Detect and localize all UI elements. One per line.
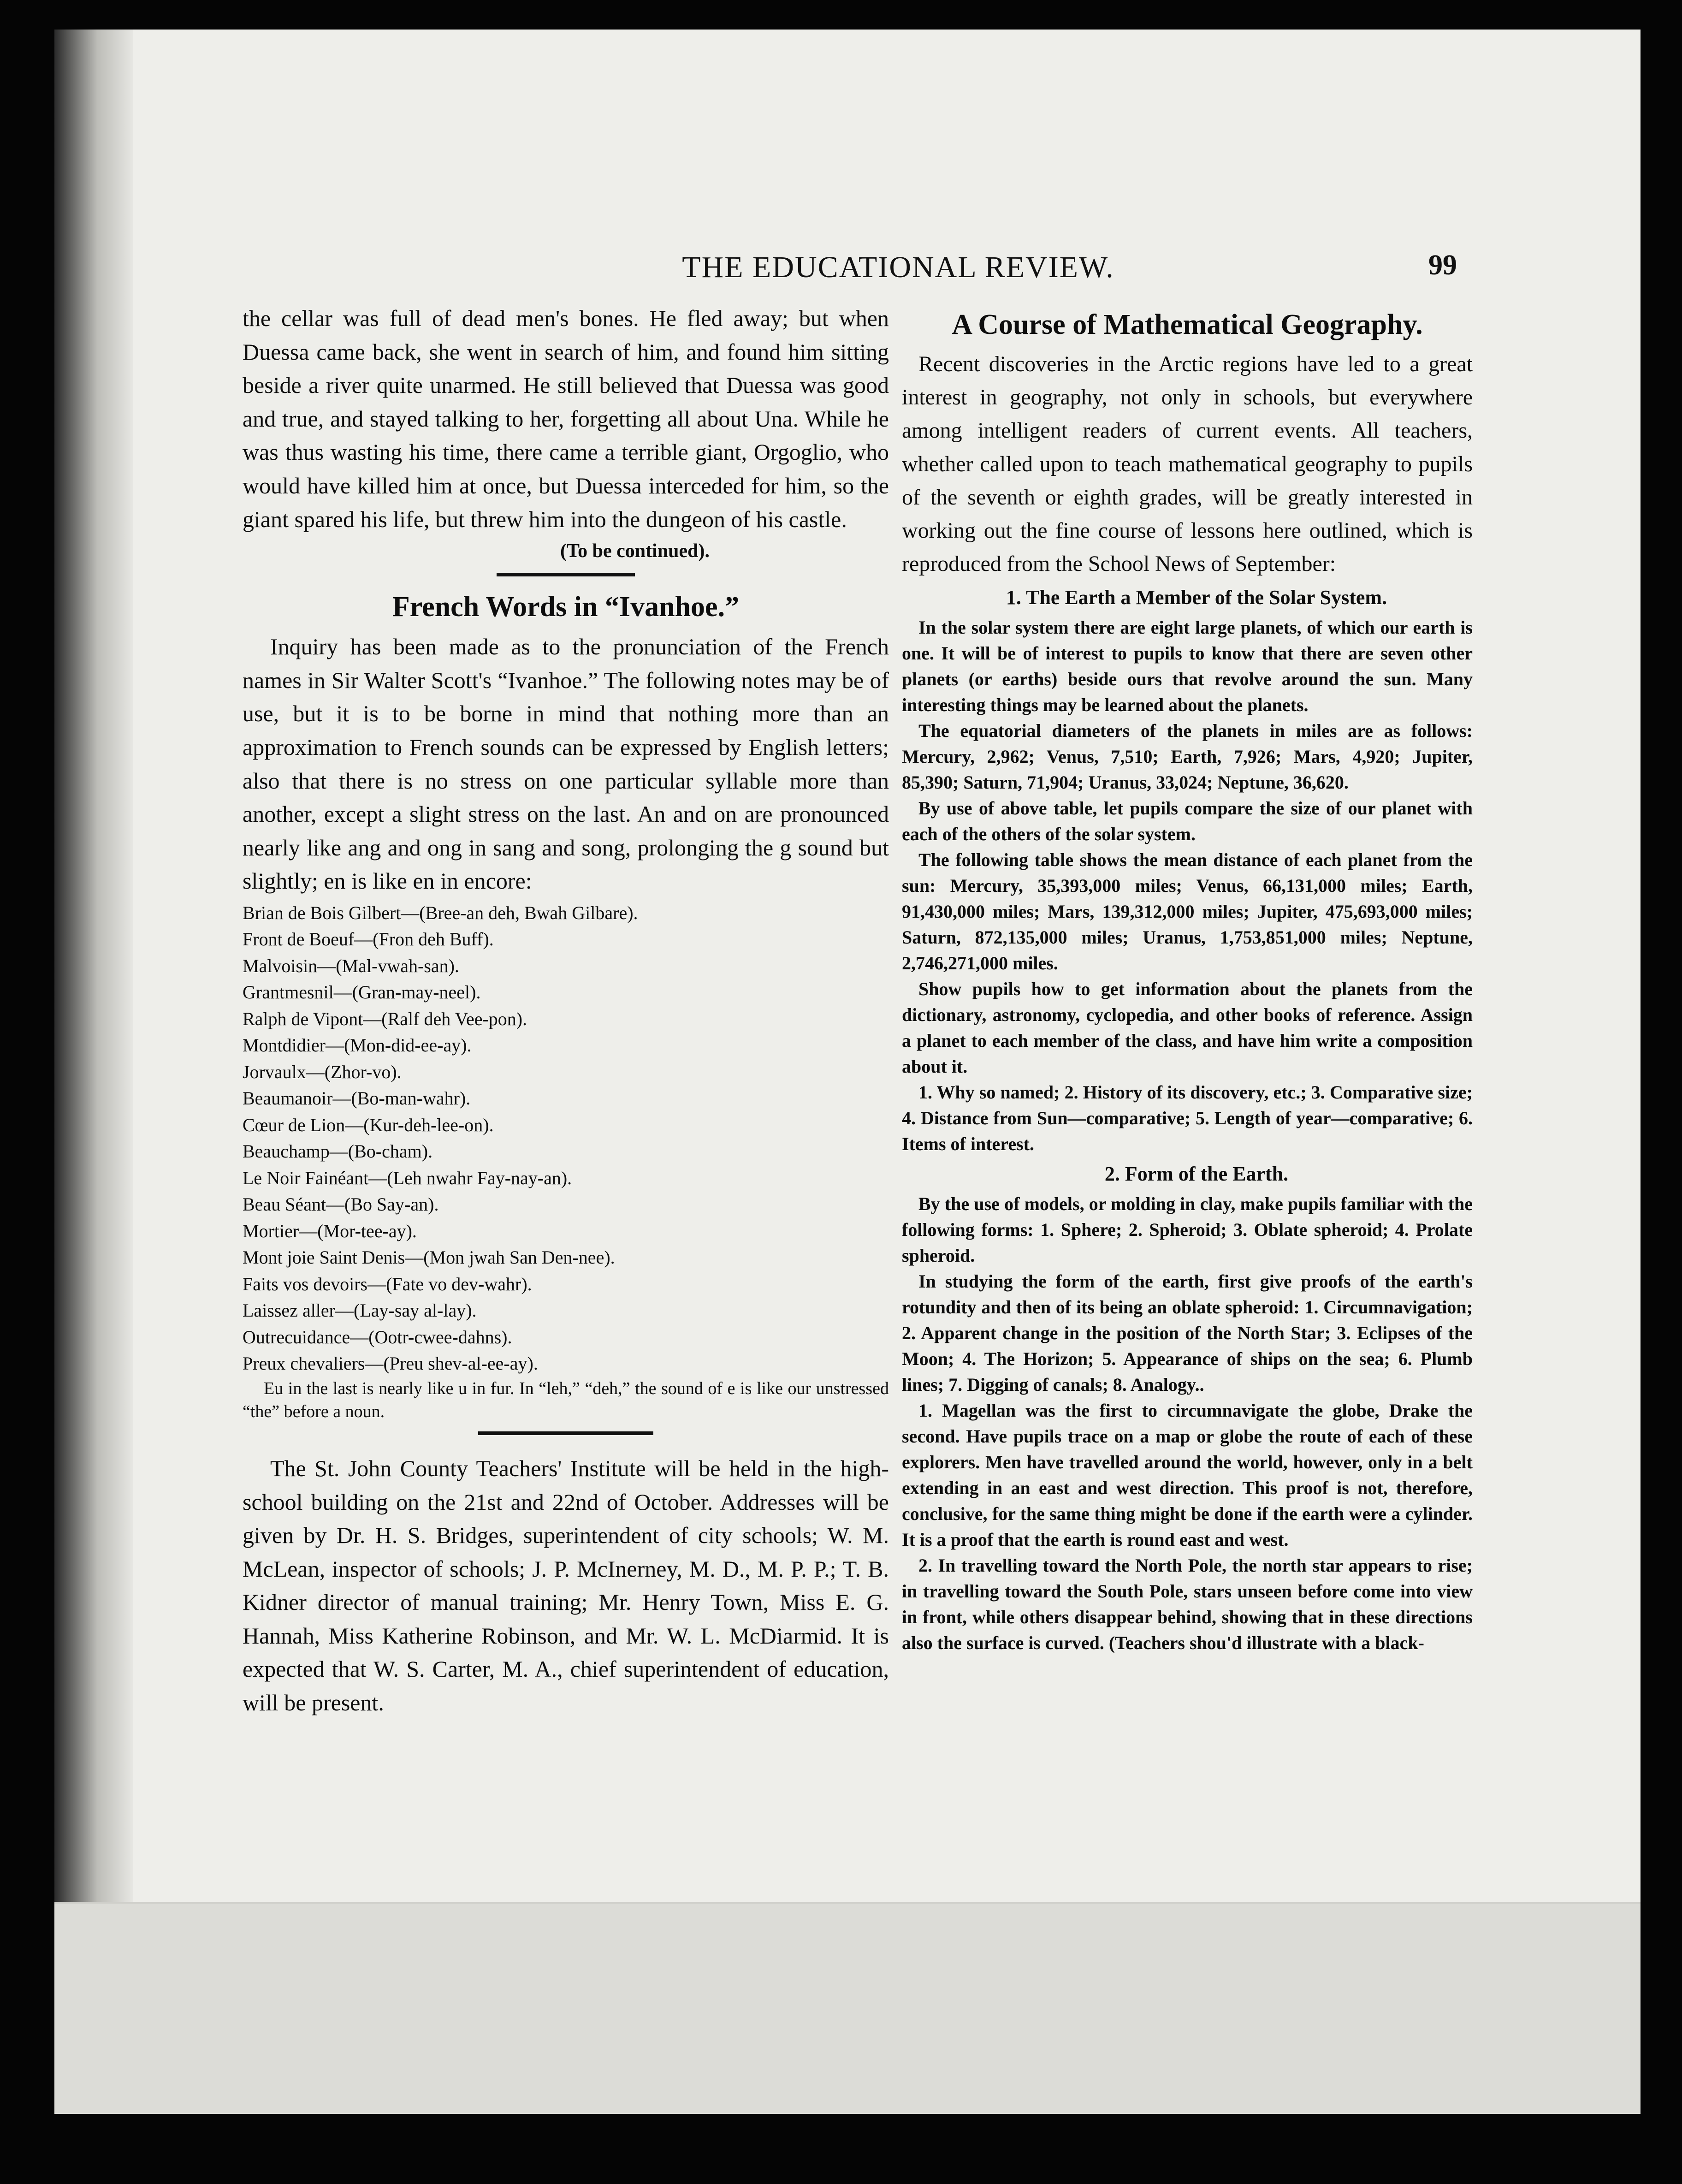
list-item: Malvoisin—(Mal-vwah-san).: [243, 955, 459, 976]
list-item: Mont joie Saint Denis—(Mon jwah San Den-nee).: [243, 1247, 615, 1268]
section-2-paragraph: In studying the form of the earth, first give proofs of the earth's rotundity and then of its being an oblate spheroid: 1. Circumnavigation; 2. Apparent change in the position of the North Star; 3. Eclipses of the Moon; 4. The Horizon; 5. Appearance of ships on the sea; 6. Plumb lines; 7. Digging of canals; 8. Analogy..: [902, 1271, 1473, 1395]
list-item: Mortier—(Mor-tee-ay).: [243, 1220, 417, 1241]
journal-page: [54, 30, 1641, 2114]
geography-intro: Recent discoveries in the Arctic regions have led to a great interest in geography, not only in schools, but everywhere among intelligent readers of current events. All teachers, whether called upon to teach mathematical geography to pupils of the seventh or eighth grades, will be greatly interested in working out the fine course of lessons here outlined, which is reproduced from the School News of September:: [902, 352, 1473, 576]
section-1-paragraph: By use of above table, let pupils compare the size of our planet with each of the others of the solar system.: [902, 798, 1473, 845]
section-2-paragraph: 1. Magellan was the first to circumnavigate the globe, Drake the second. Have pupils trace on a map or globe the route of each of these explorers. Men have travelled around the world, however, only in a belt extending in an east and west direction. This proof is not, therefore, conclusive, for the same thing might be done if the earth were a cylinder. It is a proof that the earth is round east and west.: [902, 1400, 1473, 1550]
section-1-heading: 1. The Earth a Member of the Solar System.: [1006, 586, 1387, 609]
story-continuation: the cellar was full of dead men's bones. He fled away; but when Duessa came back, she went in search of him, and found him sitting beside a river quite unarmed. He still believed that Duessa was good and true, and stayed talking to her, forgetting all about Una. While he was thus wasting his time, there came a terrible giant, Orgoglio, who would have killed him at once, but Duessa interceded for him, so the giant spared his life, but threw him into the dungeon of his castle.: [243, 305, 889, 532]
running-header: THE EDUCATIONAL REVIEW.: [682, 250, 1114, 284]
list-item: Outrecuidance—(Ootr-cwee-dahns).: [243, 1326, 512, 1347]
list-item: Laissez aller—(Lay-say al-lay).: [243, 1300, 477, 1321]
pronunciation-note: Eu in the last is nearly like u in fur. In “leh,” “deh,” the sound of e is like our unstressed “the” before a noun.: [243, 1378, 889, 1421]
french-words-intro: Inquiry has been made as to the pronunciation of the French names in Sir Walter Scott's “Ivanhoe.” The following notes may be of use, but it is to be borne in mind that nothing more than an approximation to French sounds can be expressed by English letters; also that there is no stress on one particular syllable more than another, except a slight stress on the last. An and on are pronounced nearly like ang and ong in sang and song, prolonging the g sound but slightly; en is like en in encore:: [243, 634, 889, 894]
list-item: Jorvaulx—(Zhor-vo).: [243, 1061, 402, 1082]
list-item: Beauchamp—(Bo-cham).: [243, 1141, 433, 1162]
right-column: [902, 302, 1473, 1656]
section-1-paragraph: In the solar system there are eight large planets, of which our earth is one. It will be of interest to pupils to know that there are seven other planets (or earths) beside ours that revolve around the sun. Many interesting things may be learned about the planets.: [902, 617, 1473, 716]
list-item: Faits vos devoirs—(Fate vo dev-wahr).: [243, 1273, 532, 1294]
left-column: [243, 302, 889, 1720]
list-item: Grantmesnil—(Gran-may-neel).: [243, 982, 481, 1003]
to-be-continued: (To be continued).: [560, 540, 710, 562]
list-item: Preux chevaliers—(Preu shev-al-ee-ay).: [243, 1353, 538, 1374]
section-1-paragraph: Show pupils how to get information about the planets from the dictionary, astronomy, cyclopedia, and other books of reference. Assign a planet to each member of the class, and have him write a composition about it.: [902, 979, 1473, 1077]
section-2-paragraph: By the use of models, or molding in clay, make pupils familiar with the following forms: 1. Sphere; 2. Spheroid; 3. Oblate spheroid; 4. Prolate spheroid.: [902, 1193, 1473, 1266]
list-item: Montdidier—(Mon-did-ee-ay).: [243, 1035, 472, 1056]
section-2-paragraph: 2. In travelling toward the North Pole, the north star appears to rise; in travelling toward the South Pole, stars unseen before come into view in front, while others disappear behind, showing that in these directions also the surface is curved. (Teachers shou'd illustrate with a black-: [902, 1555, 1473, 1654]
pronunciation-list: [243, 900, 889, 1377]
section-2-heading: 2. Form of the Earth.: [1104, 1163, 1289, 1186]
teachers-institute-notice: The St. John County Teachers' Institute will be held in the high-school building on the 21st and 22nd of October. Addresses will be given by Dr. H. S. Bridges, superintendent of city schools; W. M. McLean, inspector of schools; J. P. McInerney, M. D., M. P. P.; T. B. Kidner director of manual training; Mr. Henry Town, Miss E. G. Hannah, Miss Katherine Robinson, and Mr. W. L. McDiarmid. It is expected that W. S. Carter, M. A., chief superintendent of education, will be present.: [243, 1455, 889, 1716]
page-number: 99: [1428, 249, 1457, 281]
list-item: Ralph de Vipont—(Ralf deh Vee-pon).: [243, 1008, 527, 1029]
section-divider: [478, 1431, 653, 1435]
list-item: Beau Séant—(Bo Say-an).: [243, 1194, 439, 1215]
french-words-heading: French Words in “Ivanhoe.”: [392, 591, 740, 623]
section-1-paragraph: The following table shows the mean distance of each planet from the sun: Mercury, 35,393,000 miles; Venus, 66,131,000 miles; Earth, 91,430,000 miles; Mars, 139,312,000 miles; Jupiter, 475,693,000 miles; Saturn, 872,135,000 miles; Uranus, 1,753,851,000 miles; Neptune, 2,746,271,000 miles.: [902, 849, 1473, 974]
list-item: Le Noir Fainéant—(Leh nwahr Fay-nay-an).: [243, 1167, 572, 1188]
section-divider: [497, 573, 635, 576]
list-item: Brian de Bois Gilbert—(Bree-an deh, Bwah Gilbare).: [243, 902, 638, 923]
list-item: Front de Boeuf—(Fron deh Buff).: [243, 929, 494, 950]
section-1-paragraph: The equatorial diameters of the planets in miles are as follows: Mercury, 2,962; Venus, 7,510; Earth, 7,926; Mars, 4,920; Jupiter, 85,390; Saturn, 71,904; Uranus, 33,024; Neptune, 36,620.: [902, 720, 1473, 793]
section-1-paragraph: 1. Why so named; 2. History of its discovery, etc.; 3. Comparative size; 4. Distance from Sun—comparative; 5. Length of year—comparative; 6. Items of interest.: [902, 1082, 1473, 1155]
list-item: Cœur de Lion—(Kur-deh-lee-on).: [243, 1114, 494, 1135]
geography-heading: A Course of Mathematical Geography.: [952, 309, 1423, 340]
list-item: Beaumanoir—(Bo-man-wahr).: [243, 1088, 471, 1109]
